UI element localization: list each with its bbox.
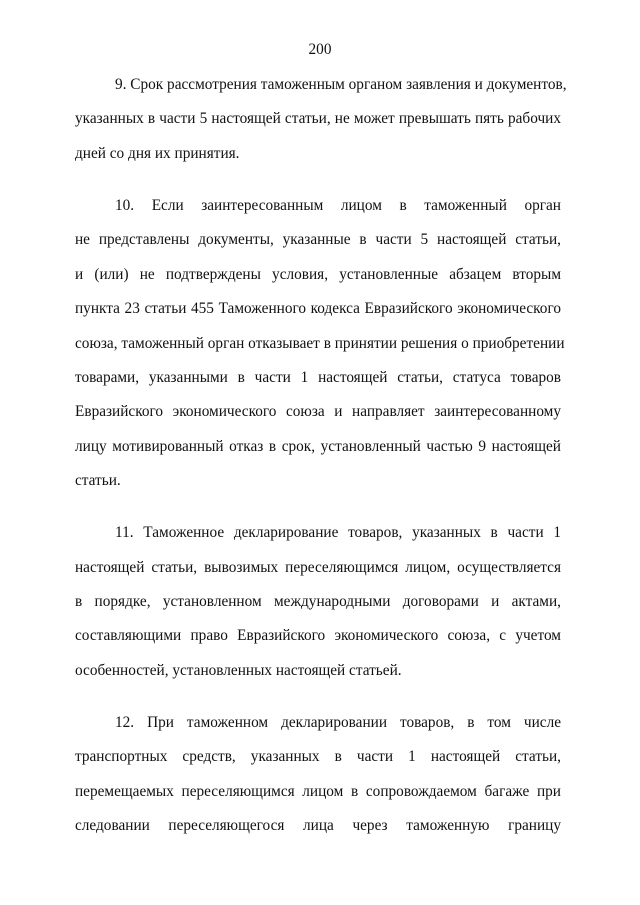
text-line: и (или) не подтверждены условия, установленные абзацем вторым	[75, 265, 561, 283]
text-line: следовании переселяющегося лица через таможенную границу	[75, 817, 561, 835]
paragraph	[75, 196, 565, 506]
text-line: Евразийского экономического союза и направляет заинтересованному	[75, 403, 561, 421]
text-line: союза, таможенный орган отказывает в принятии решения о приобретении	[75, 334, 565, 352]
text-line: не представлены документы, указанные в части 5 настоящей статьи,	[75, 231, 561, 249]
text-line: лицу мотивированный отказ в срок, установленный частью 9 настоящей	[75, 437, 561, 455]
text-line: перемещаемых переселяющимся лицом в сопровождаемом багаже при	[75, 782, 561, 800]
text-line: дней со дня их принятия.	[75, 144, 240, 162]
text-line: 11. Таможенное декларирование товаров, указанных в части 1	[115, 524, 561, 542]
paragraph	[75, 75, 567, 178]
text-line: статьи.	[75, 472, 121, 490]
paragraph	[75, 713, 561, 851]
text-line: в порядке, установленном международными договорами и актами,	[75, 593, 561, 611]
text-line: составляющими право Евразийского экономического союза, с учетом	[75, 627, 561, 645]
text-line: указанных в части 5 настоящей статьи, не может превышать пять рабочих	[75, 110, 561, 128]
text-line: настоящей статьи, вывозимых переселяющимся лицом, осуществляется	[75, 558, 561, 576]
text-line: 9. Срок рассмотрения таможенным органом заявления и документов,	[115, 76, 567, 93]
text-line: пункта 23 статьи 455 Таможенного кодекса Евразийского экономического	[75, 300, 561, 318]
text-line: товарами, указанными в части 1 настоящей статьи, статуса товаров	[75, 368, 561, 386]
text-line: транспортных средств, указанных в части 1 настоящей статьи,	[75, 748, 561, 766]
text-line: особенностей, установленных настоящей статьей.	[75, 661, 402, 679]
text-line: 10. Если заинтересованным лицом в таможенный орган	[115, 196, 561, 214]
page-number: 200	[308, 41, 332, 58]
text-line: 12. При таможенном декларировании товаров, в том числе	[115, 714, 561, 732]
paragraph	[75, 523, 561, 695]
document-body	[75, 75, 567, 868]
